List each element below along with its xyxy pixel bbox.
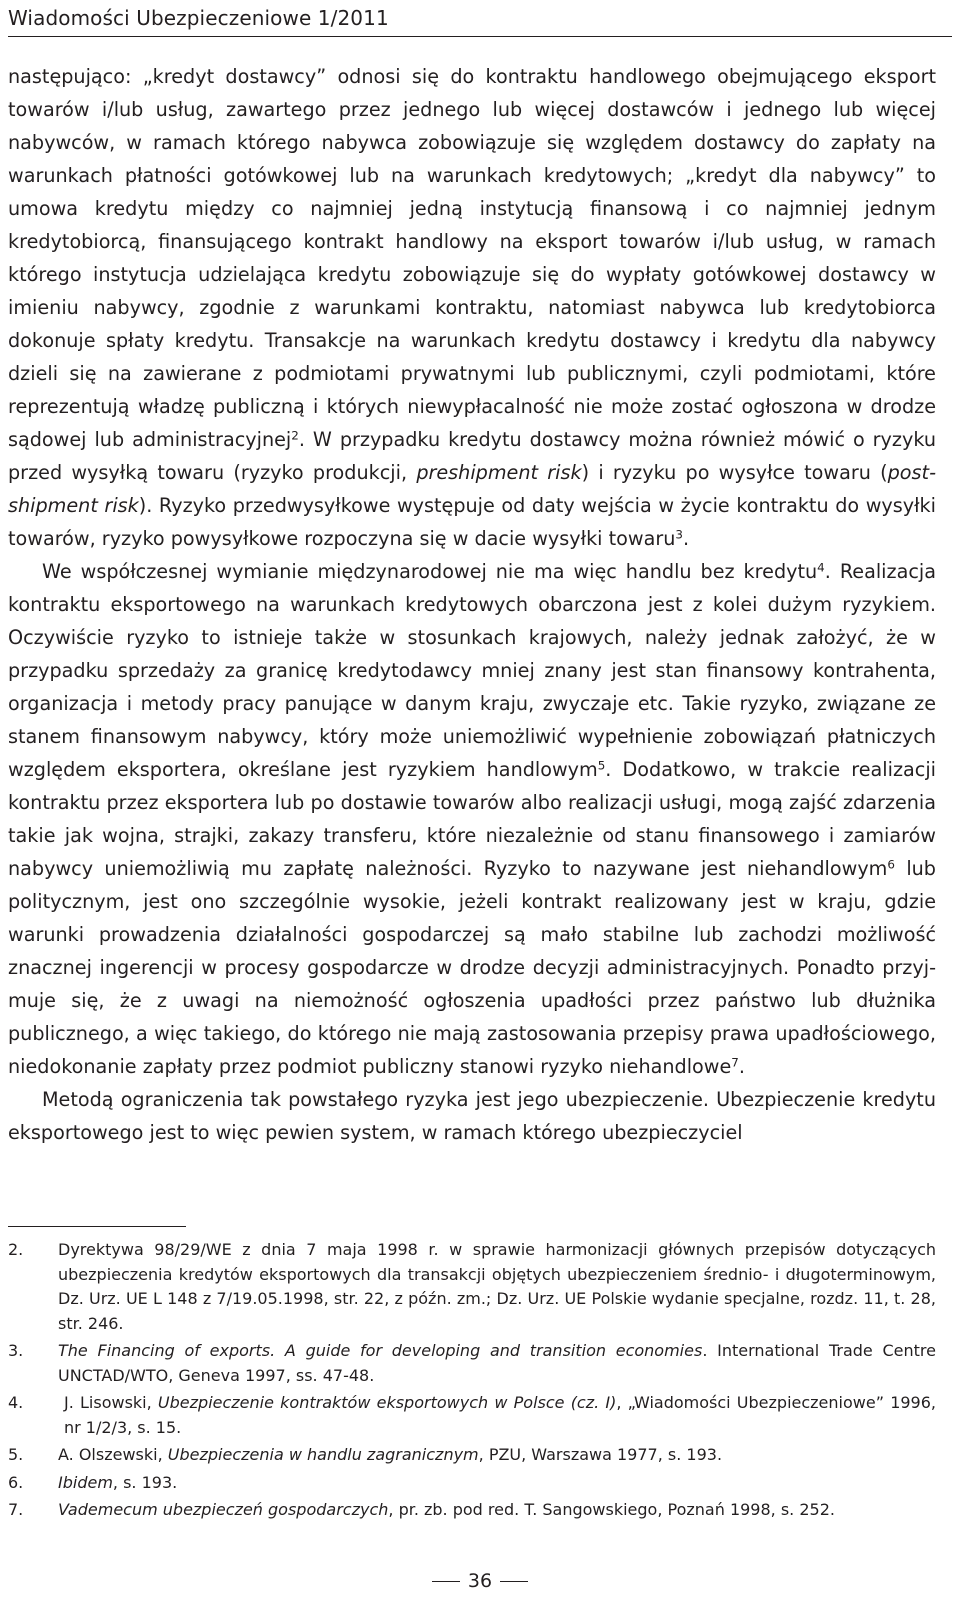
footnote-text: , PZU, Warszawa 1977, s. 193. [478, 1445, 723, 1464]
text-run: . Dodatkowo, w trakcie realizacji kontraktu przez eksportera lub po dostawie towarów albo realizacji usługi, mogą zajść zdarzenia takie jak wojna, strajki, zakazy transferu, które niezależnie od stanu finansowego i zamiarów nabywcy uniemożliwią mu zapłatę należności. Ryzyko to nazywane jest niehandlowym [8, 758, 936, 880]
text-run: . W przypadku kredytu dostawcy można również mówić o ryzyku przed wysyłką towaru (ryzyko produkcji, [8, 428, 936, 484]
footnote-item [8, 1391, 936, 1440]
footnote-text: , „Wiadomości Ubezpieczeniowe” 1996, nr 1/2/3, s. 15. [64, 1393, 937, 1437]
footnote-number: 3. [8, 1341, 24, 1360]
page-number [0, 1570, 960, 1592]
footnote-ref[interactable]: 7 [731, 1055, 739, 1070]
footnote-title: Vademecum ubezpieczeń gospodarczych [58, 1500, 389, 1519]
page-dash-right [500, 1581, 528, 1582]
footnote-item [8, 1471, 936, 1496]
footnote-number: 2. [8, 1240, 24, 1259]
page-number-value: 36 [467, 1570, 493, 1592]
main-text [8, 60, 936, 1149]
footnote-text: , s. 193. [112, 1472, 178, 1492]
running-header: Wiadomości Ubezpieczeniowe 1/2011 [8, 6, 389, 30]
footnote-item [8, 1238, 936, 1336]
italic-term: preshipment risk [416, 461, 582, 484]
footnote-number: 6. [8, 1472, 24, 1492]
footnote-ref[interactable]: 5 [597, 758, 606, 773]
page-dash-left [432, 1581, 460, 1582]
footnote-text: Dyrektywa 98/29/WE z dnia 7 maja 1998 r. w sprawie harmonizacji głównych przepisów dotyczących ubezpieczenia kredytów eksportowych dla transakcji objętych ubezpieczeniem średnio- i długoterminowym, Dz. Urz. UE L 148 z 7/19.05.1998, str. 22, z późn. zm.; Dz. Urz. UE Polskie wydanie specjalne, rozdz. 11, t. 28, str. 246. [58, 1240, 936, 1333]
footnote-title: Ubezpieczenie kontraktów eksportowych w Polsce (cz. I) [157, 1393, 617, 1412]
text-run: ). Ryzyko przedwysyłkowe występuje od daty wejścia w życie kontraktu do wysyłki towarów, ryzyko powysyłkowe rozpoczyna się w dacie wysyłki towaru [8, 494, 936, 550]
footnote-item [8, 1498, 936, 1523]
paragraph-2 [8, 555, 936, 1083]
paragraph-3 [8, 1083, 936, 1149]
footnote-number: 5. [8, 1445, 24, 1464]
footnote-title: Ibidem [58, 1472, 113, 1492]
footnote-text: , pr. zb. pod red. T. Sangowskiego, Poznań 1998, s. 252. [388, 1500, 835, 1519]
text-run: następująco: „kredyt dostawcy” odnosi się do kontraktu handlowego obejmującego eksport towarów i/lub usług, zawartego przez jednego lub więcej dostawców i jednego lub więcej nabywców, w ramach którego nabywca zobowiązuje się względem dostawcy do zapłaty na warunkach płatności gotówkowej lub na warunkach kredytowych; „kredyt dla nabywcy” to umowa kredytu między co najmniej jedną instytucją finansową i co najmniej jednym kredytobiorcą, finansującego kontrakt handlowy na eksport towarów i/lub usług, w ramach którego instytucja udzielająca kredytu zobowiązuje się do wypłaty gotówkowej dostawcy w imieniu nabywcy, zgodnie z warunkami kontraktu, natomiast nabywca lub kredytobiorca dokonuje spłaty kredytu. Transakcje na warunkach kredytu dostawcy i kredytu dla nabywcy dzieli się na zawierane z podmiotami prywatnymi lub publicznymi, czyli podmiotami, które reprezentują władzę publiczną i których niewypłacalność nie może zostać ogłoszona w drodze sądowej lub administracyjnej [8, 65, 936, 451]
text-run: lub politycznym, jest ono szczególnie wysokie, jeżeli kontrakt realizowany jest w kraju, gdzie warunki prowadzenia działalności gospodarczej są mało stabilne lub zachodzi możliwość znacznej ingerencji w procesy gospodarcze w drodze decyzji administracyjnych. Ponadto przyjmuje się, że z uwagi na niemożność ogłoszenia upadłości przez państwo lub dłużnika publicznego, a więc takiego, do którego nie mają zastosowania przepisy prawa upadłościowego, niedokonanie zapłaty przez podmiot publiczny stanowi ryzyko niehandlowe [8, 857, 936, 1078]
footnote-author: A. Olszewski, [58, 1445, 168, 1464]
text-run: Metodą ograniczenia tak powstałego ryzyka jest jego ubezpieczenie. Ubezpieczenie kredytu eksportowego jest to więc pewien system, w ramach którego ubezpieczyciel [8, 1088, 936, 1144]
text-run: . Realizacja kontraktu eksportowego na warunkach kredytowych obarczona jest z kolei dużym ryzykiem. Oczywiście ryzyko to istnieje także w stosunkach krajowych, należy jednak założyć, że w przypadku sprzedaży za granicę kredytodawcy mniej znany jest stan finansowy kontrahenta, organizacja i metody pracy panujące w danym kraju, zwyczaje etc. Takie ryzyko, związane ze stanem finansowym nabywcy, który może uniemożliwić wypełnienie zobowiązań płatniczych względem eksportera, określane jest ryzykiem handlowym [8, 560, 936, 781]
footnote-author: J. Lisowski, [64, 1393, 158, 1412]
footnote-separator [8, 1226, 186, 1227]
footnote-item [8, 1443, 936, 1468]
header-rule [8, 36, 952, 37]
footnote-text: . International Trade Centre UNCTAD/WTO, Geneva 1997, ss. 47-48. [58, 1341, 937, 1385]
footnote-ref[interactable]: 2 [291, 428, 299, 443]
footnote-ref[interactable]: 6 [887, 857, 895, 872]
footnote-item [8, 1339, 936, 1388]
footnote-ref[interactable]: 4 [817, 560, 825, 575]
footnote-number: 7. [8, 1500, 24, 1519]
text-run: ) i ryzyku po wysyłce towaru ( [581, 461, 888, 484]
footnotes-list [8, 1238, 936, 1526]
italic-term: post-shipment risk [8, 461, 936, 517]
footnote-ref[interactable]: 3 [675, 527, 683, 542]
footnote-title: Ubezpieczenia w handlu zagranicznym [167, 1445, 479, 1464]
footnote-title: The Financing of exports. A guide for developing and transition economies [58, 1341, 703, 1360]
footnote-number: 4. [8, 1393, 24, 1412]
text-run: . [738, 1055, 745, 1078]
text-run: . [682, 527, 690, 550]
paragraph-1 [8, 60, 936, 555]
text-run: We współczesnej wymianie międzynarodowej nie ma więc handlu bez kredytu [42, 560, 818, 583]
